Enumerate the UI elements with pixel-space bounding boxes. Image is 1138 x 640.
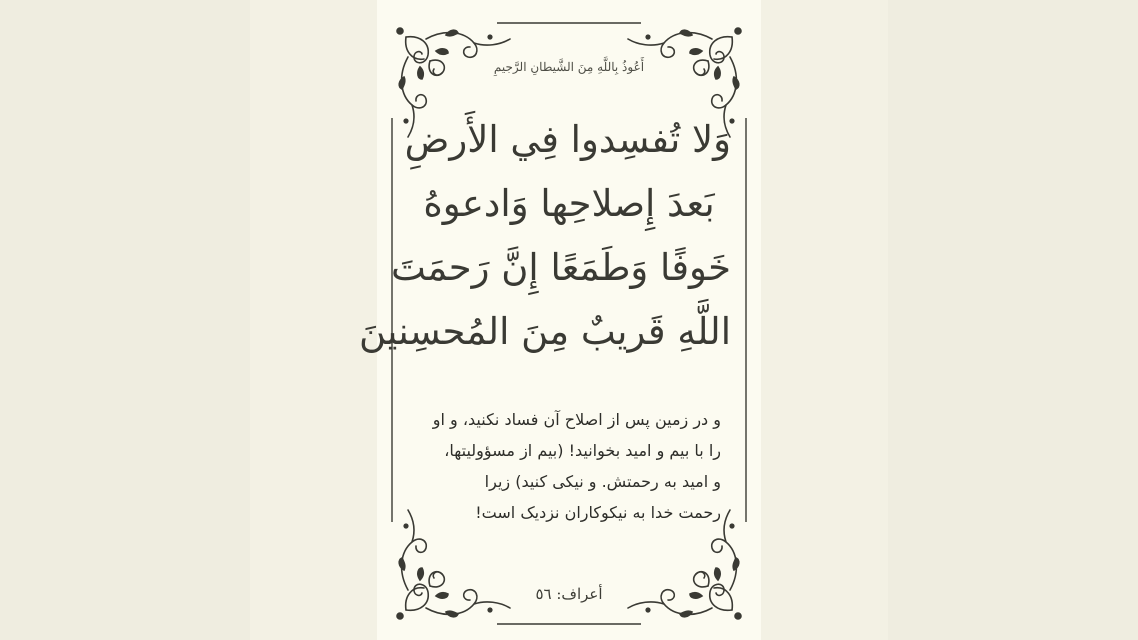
translation-line: را با بیم و امید بخوانید! (بیم از مسؤولیتها،	[444, 441, 721, 460]
translation-line: رحمت خدا به نیکوکاران نزدیک است!	[475, 503, 721, 522]
translation-line: و امید به رحمتش. و نیکی کنید) زیرا	[484, 472, 721, 491]
left-background-panel	[250, 0, 377, 640]
surah-reference: أعراف: ٥٦	[535, 585, 603, 603]
verse-line: اللَّهِ قَريبٌ مِنَ المُحسِنينَ	[359, 310, 731, 353]
verse-card	[359, 0, 761, 640]
verse-line: بَعدَ إِصلاحِها وَادعوهُ	[423, 182, 715, 225]
istiadha-heading: أَعُوذُ بِاللَّهِ مِنَ الشَّيطانِ الرَّجيمِ	[493, 60, 645, 74]
arabic-verse	[359, 108, 731, 364]
verse-line: خَوفًا وَطَمَعًا إِنَّ رَحمَتَ	[391, 246, 731, 289]
verse-line: وَلا تُفسِدوا فِي الأَرضِ	[404, 118, 731, 161]
persian-translation	[417, 404, 721, 528]
right-background-panel	[761, 0, 888, 640]
translation-line: و در زمین پس از اصلاح آن فساد نکنید، و او	[432, 410, 721, 429]
